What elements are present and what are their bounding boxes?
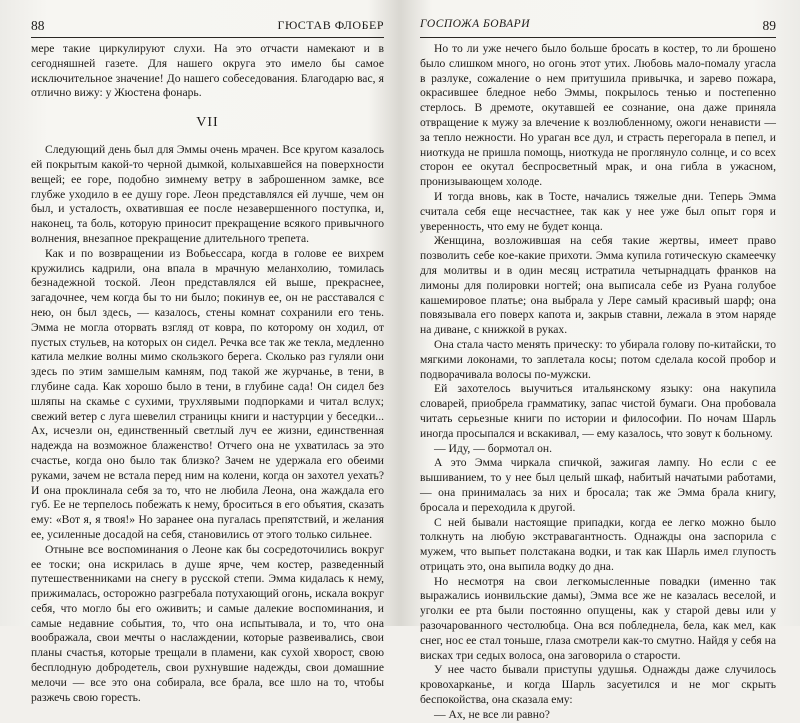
paragraph: Как и по возвращении из Вобьессара, когда в голове ее вихрем кружились кадрили, она впала в мрачную меланхолию, томилась безнадежной тоской. Леон представлялся ей выше, прекраснее, загадочнее, чем когда бы то ни было; покинув ее, он не расставался с нею, он был здесь, — казалось, стены комнат сохранили его тень. Эмма не могла оторвать взгляд от ковра, по которому он ходил, от пустых стульев, на которых он сидел. Речка все так же текла, медленно катила мелкие волны мимо скользкого берега. Сколько раз гуляли они здесь по этим замшелым камням, под такой же журчанье, в тени, в глубине сада. Как хорошо было в тени, в глубине сада! Он сидел без шляпы на скамье с сухими, трухлявыми подпорками и читал вслух; свежий ветер с луга шевелил страницы книги и настурции у беседки... Ах, исчезли он, единственный светлый луч ее жизни, единственная надежда на возможное блаженство! Отчего она не ухватилась за это счастье, когда оно было так близко? Зачем не удержала его обеими руками, зачем не встала перед ним на колени, когда он захотел уехать? И она проклинала себя за то, что не любила Леона, она жаждала его губ. Ее не терпелось побежать к нему, броситься в его объятия, сказать ему: «Вот я, я твоя!» Но заранее она пугалась препятствий, и желания ее, усиленные досадой на себя, становились от этого только сильнее. (31, 246, 384, 541)
paragraph: А это Эмма чиркала спичкой, зажигая лампу. Но если с ее вышиванием, то у нее был целый шкаф, набитый начатыми работами, — она принималась за них и бросала; так же Эмма брала книгу, бросала и переходила к другой. (420, 456, 776, 514)
paragraph: — Ах, не все ли равно? (434, 707, 550, 721)
running-header (31, 14, 384, 42)
paragraph: У нее часто бывали приступы удушья. Однажды даже случилось кровохарканье, и когда Шарль засуетился и не мог скрыть беспокойства, она сказала ему: (420, 663, 776, 707)
page-number: 88 (31, 18, 45, 33)
running-header (420, 14, 776, 42)
paragraph: Но несмотря на свои легкомысленные повадки (именно так выражались ионвильские дамы), Эмма все же не казалась веселой, и уголки ее рта были постоянно опущены, как у старой девы или у разочарованного честолюбца. Она вся побледнела, бела, как мел, как снег, нос ее стал тоньше, глаза смотрели как-то смутно. Найдя у себя на висках три седых волоса, она заговорила о старости. (420, 574, 776, 662)
running-title: ГЮСТАВ ФЛОБЕР (277, 18, 384, 32)
paragraph: И тогда вновь, как в Тосте, начались тяжелые дни. Теперь Эмма считала себя еще несчастнее, так как у нее уже был опыт горя и уверенность, что ему не будет конца. (420, 189, 776, 233)
paragraph: — Иду, — бормотал он. (434, 441, 553, 455)
paragraph: Отныне все воспоминания о Леоне как бы сосредоточились вокруг ее тоски; она искрилась в душе ярче, чем костер, разведенный путешественниками на снегу в русской степи. Эмма кидалась к нему, прижималась, осторожно разгребала потухающий огонь, искала вокруг себя, что могло бы его оживить; и самые далекие воспоминания, и самые недавние события, то, что она испытывала, и то, что она воображала, свои мечты о наслаждении, которые развеивались, свои планы счастья, которые трещали в пламени, как сухой хворост, свою бесплодную добродетель, свои рухнувшие надежды, свои домашние мелочи — все это она собирала, все брала, все шло на то, чтобы разжечь свою горесть. (31, 542, 384, 704)
paragraph: Женщина, возложившая на себя такие жертвы, имеет право позволить себе кое-какие прихоти. Эмма купила готическую скамеечку для молитвы и в один месяц истратила четырнадцать франков на лимоны для полировки ногтей; она выписала себе из Руана голубое кашемировое платье; она выбрала у Лере самый красивый шарф; она повязывала его поверх капота и, закрыв ставни, лежала в этом наряде на диване, с книжкой в руках. (420, 234, 776, 337)
paragraph: Следующий день был для Эммы очень мрачен. Все кругом казалось ей покрытым какой-то черной дымкой, колыхавшейся на поверхности вещей; ее горе, подобно зимнему ветру в заброшенном замке, все глубже уходило в ее душу горе. Леон представлялся ей лучше, чем он был, и усталость, охватившая ее после незавершенного поступка, и, наконец, та боль, которую приносит прекращение всякого привычного волнения, внезапное прекращение длительного трепета. (31, 143, 384, 245)
paragraph: Ей захотелось выучиться итальянскому языку: она накупила словарей, приобрела грамматику, запас чистой бумаги. Она пробовала читать серьезные книги по истории и философии. По ночам Шарль иногда просыпался и вскакивал, — ему казалось, что зовут к больному. (420, 382, 776, 440)
page-text (31, 42, 384, 705)
paragraph: Но то ли уже нечего было больше бросать в костер, то ли брошено было слишком много, но огонь этот утих. Любовь мало-помалу угасла в разлуке, сожаление о нем притушила привычка, и зарево пожара, окрасившее бледное небо Эммы, покрылось тенью и постепенно стерлось. В дремоте, окутавшей ее сознание, она даже приняла отвращение к мужу за влечение к возлюбленному, ожоги ненависти — за тепло нежности. Но ураган все дул, и страсть перегорала в пепел, и ниоткуда не пришла помощь, ниоткуда не проглянуло солнце, и со всех сторон ее окутал беспросветный мрак, и она гибла в ужасном, пронизывающем холоде. (420, 42, 776, 189)
running-title: ГОСПОЖА БОВАРИ (420, 18, 531, 30)
paragraph: мере такие циркулируют слухи. На это отчасти намекают и в сегодняшней газете. Для нашего округа это имело бы самое исключительное значение! До нашего собеседования. Благодарю вас, я отлично вижу: у Жюстена фонарь. (31, 42, 384, 100)
left-page (0, 0, 400, 704)
chapter-number: VII (196, 115, 219, 131)
page-number: 89 (762, 18, 776, 33)
paragraph: Она стала часто менять прическу: то убирала голову по-китайски, то мягкими локонами, то заплетала косы; потом сделала косой пробор и подворачивала волосы по-мужски. (420, 337, 776, 381)
header-rule (31, 37, 384, 38)
page-text (420, 42, 776, 723)
paragraph: С ней бывали настоящие припадки, когда ее легко можно было толкнуть на любую экстравагантность. Однажды она заспорила с мужем, что выпьет полстакана водки, и так как Шарль имел глупость отрицать это, она выпила водку до дна. (420, 515, 776, 573)
header-rule (420, 37, 776, 38)
right-page (400, 0, 800, 721)
